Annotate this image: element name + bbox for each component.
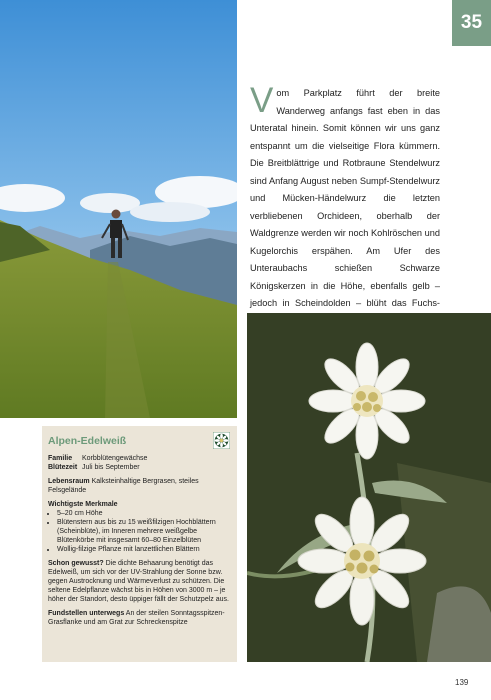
sites-block xyxy=(48,609,230,627)
bloom-value: Juli bis September xyxy=(82,464,140,471)
article-paragraph: om Parkplatz führt der breite Wanderweg anfangs fast eben in das Unteratal hinein. Somit können wir uns ganz entspannt um die vielseitige Flora kümmern. Die Breitblättrige und Rotbraune Stendelwurz sind Anfang August neben Sumpf-Stendelwurz und Mücken-Händelwurz die letzten verbliebenen Orchideen, oberhalb der Waldgrenze werden wir noch Kohlröschen und Kugelorchis erspähen. Am Ufer des Unteraubachs schießen Schwarze Königskerzen in die Höhe, ebenfalls gelb – jedoch in Scheindolden – blüht das Fuchs- xyxy=(250,88,440,308)
family-label: Familie xyxy=(48,455,73,462)
did-you-know-label: Schon gewusst? xyxy=(48,560,104,567)
bloom-row xyxy=(48,463,230,472)
list-item: • Wollig-filzige Pflanze mit lanzettlichen Blättern xyxy=(57,545,230,554)
habitat-label: Lebensraum xyxy=(48,478,90,485)
features-label: Wichtigste Merkmale xyxy=(48,501,118,508)
list-item: • Blütenstern aus bis zu 15 weißfilzigen Hochblättern (Scheinblüte), im Inneren mehrere weißgelbe Blütenkörbe mit insgesamt 60–80 Einzelblüten xyxy=(57,518,230,545)
sites-text: An der steilen Sonntagsspitzen-Grasflanke und am Grat zur Schreckenspitze xyxy=(48,610,225,626)
habitat-value: Kalksteinhaltige Bergrasen, steiles Felsgelände xyxy=(48,478,199,494)
species-info-box xyxy=(42,426,237,662)
chapter-number-badge: 35 xyxy=(452,0,491,46)
habitat-block xyxy=(48,477,230,495)
dropcap-letter: V xyxy=(250,81,274,120)
list-item: • 5–20 cm Höhe xyxy=(57,509,230,518)
bloom-label: Blütezeit xyxy=(48,464,78,471)
info-box-title: Alpen-Edelweiß xyxy=(48,435,127,447)
sites-label: Fundstellen unterwegs xyxy=(48,610,125,617)
family-value: Korbblütengewächse xyxy=(82,455,148,462)
family-row xyxy=(48,454,230,463)
features-list xyxy=(48,509,230,554)
did-you-know-text: Die dichte Behaarung benötigt das Edelweiß, um sich vor der UV-Strahlung der Sonne bzw. gegen Austrocknung und Wärmeverlust zu schützen. Die seltene Edelpflanze wächst bis in Höhen von 3000 m – je höher der Standort, desto üppiger fällt der Schutzpelz aus. xyxy=(48,560,229,603)
edelweiss-photo xyxy=(247,313,491,662)
did-you-know-block xyxy=(48,559,230,604)
page-number: 139 xyxy=(455,678,469,687)
edelweiss-icon xyxy=(213,432,230,449)
hiker-ridge-photo xyxy=(0,0,237,418)
